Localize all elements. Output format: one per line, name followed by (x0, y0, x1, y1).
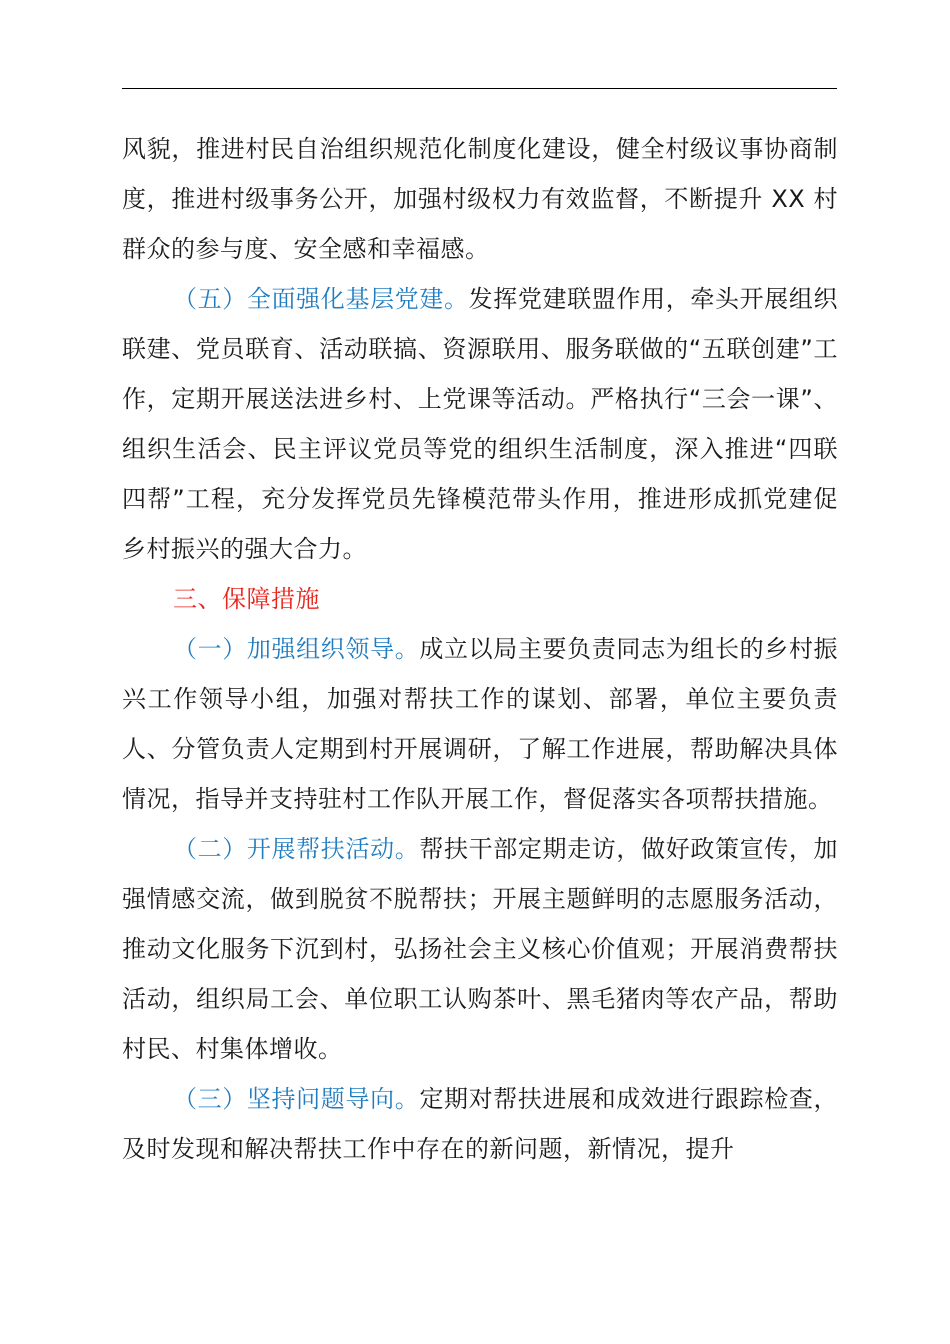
paragraph-heading: （一）加强组织领导。 (173, 635, 420, 663)
paragraph-text: 发挥党建联盟作用，牵头开展组织联建、党员联育、活动联搞、资源联用、服务联做的“五联创建”工作，定期开展送法进乡村、上党课等活动。严格执行“三会一课”、组织生活会、民主评议党员等党的组织生活制度，深入推进“四联四帮”工程，充分发挥党员先锋模范带头作用，推进形成抓党建促乡村振兴的强大合力。 (122, 285, 839, 563)
header-rule (122, 88, 837, 89)
paragraph-text: 帮扶干部定期走访，做好政策宣传，加强情感交流，做到脱贫不脱帮扶；开展主题鲜明的志愿服务活动，推动文化服务下沉到村，弘扬社会主义核心价值观；开展消费帮扶活动，组织局工会、单位职工认购茶叶、黑毛猪肉等农产品，帮助村民、村集体增收。 (122, 835, 839, 1063)
paragraph-text: 定期对帮扶进展和成效进行跟踪检查，及时发现和解决帮扶工作中存在的新问题，新情况，提升 (122, 1085, 839, 1163)
paragraph-text: 成立以局主要负责同志为组长的乡村振兴工作领导小组，加强对帮扶工作的谋划、部署，单位主要负责人、分管负责人定期到村开展调研，了解工作进展，帮助解决具体情况，指导并支持驻村工作队开展工作，督促落实各项帮扶措施。 (122, 635, 839, 813)
paragraph-party-building (122, 274, 838, 574)
section-title: 三、保障措施 (173, 585, 320, 613)
paragraph-heading: （二）开展帮扶活动。 (173, 835, 420, 863)
paragraph-continuation (122, 124, 838, 274)
paragraph-organization-leadership (122, 624, 838, 824)
paragraph-heading: （三）坚持问题导向。 (173, 1085, 420, 1113)
paragraph-problem-orientation (122, 1074, 838, 1174)
paragraph-heading: （五）全面强化基层党建。 (173, 285, 469, 313)
paragraph-assistance-activities (122, 824, 838, 1074)
document-body (122, 124, 838, 1174)
paragraph-text: 风貌，推进村民自治组织规范化制度化建设，健全村级议事协商制度，推进村级事务公开，加强村级权力有效监督，不断提升 XX 村群众的参与度、安全感和幸福感。 (122, 135, 838, 263)
